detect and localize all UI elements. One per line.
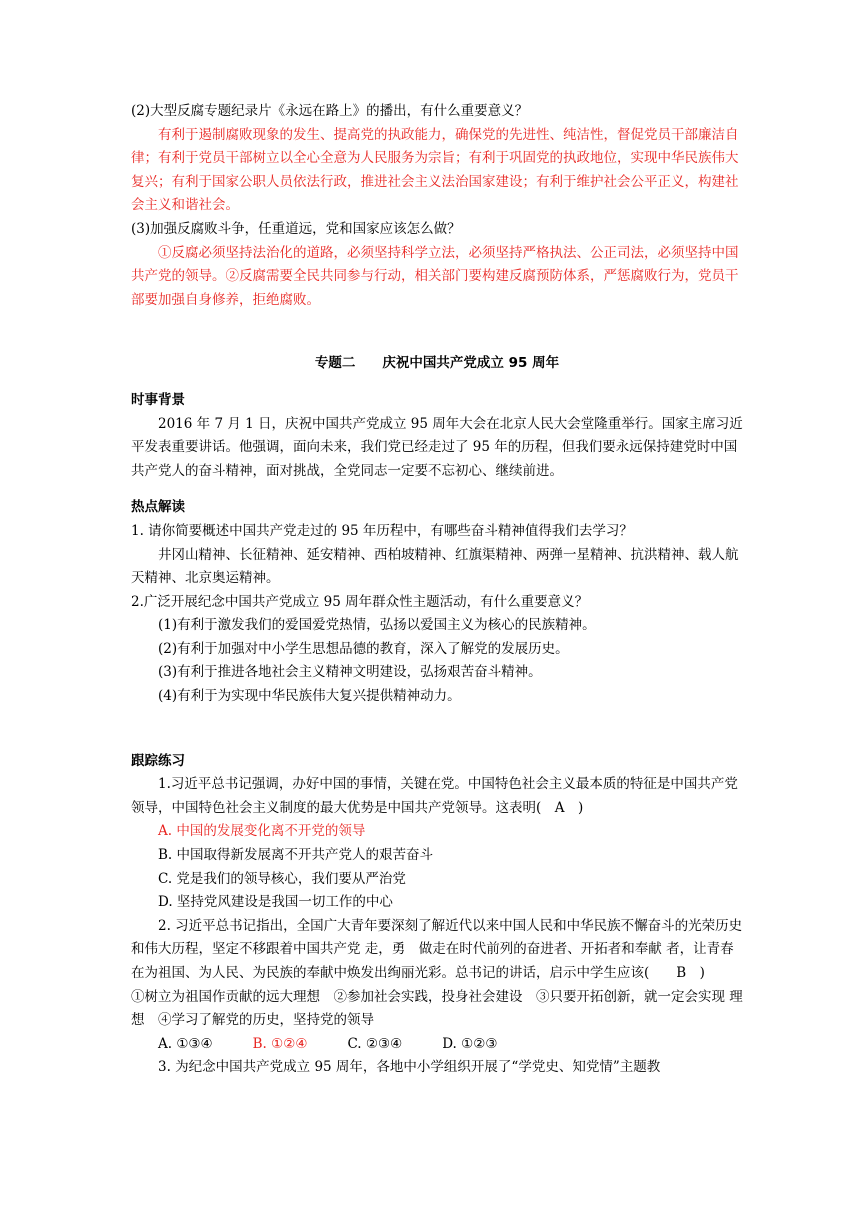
background-text: 2016 年 7 月 1 日，庆祝中国共产党成立 95 周年大会在北京人民大会堂隆重举行。国家主席习近平发表重要讲话。他强调，面向未来，我们党已经走过了 95 年的历程，但我们要永远保持建党时中国共产党人的奋斗精神，面对挑战，全党同志一定要不忘初心、继续前进。: [131, 415, 743, 479]
question-3: (3)加强反腐败斗争，任重道远，党和国家应该怎么做？: [131, 220, 461, 237]
hot-answer-2-item: (4)有利于为实现中华民族伟大复兴提供精神动力。: [158, 688, 461, 705]
exercise-2-option-c: C. ②③④: [347, 1035, 403, 1052]
exercise-1-option-b: B. 中国取得新发展离不开共产党人的艰苦奋斗: [158, 847, 434, 864]
hot-answer-1: 井冈山精神、长征精神、延安精神、西柏坡精神、红旗渠精神、两弹一星精神、抗洪精神、载人航天精神、北京奥运精神。: [131, 546, 739, 587]
question-2: (2)大型反腐专题纪录片《永远在路上》的播出，有什么重要意义？: [131, 103, 529, 119]
exercise-2-options: [131, 1033, 743, 1057]
exercise-1-stem: 1.习近平总书记强调，办好中国的事情，关键在党。中国特色社会主义最本质的特征是中国共产党领导，中国特色社会主义制度的最大优势是中国共产党领导。这表明( A ): [131, 776, 738, 816]
exercise-1-option-d: D. 坚持党风建设是我国一切工作的中心: [158, 894, 393, 911]
topic-title: 专题二 庆祝中国共产党成立 95 周年: [314, 355, 560, 372]
exercise-2-items: ①树立为祖国作贡献的远大理想 ②参加社会实践，投身社会建设 ③只要开拓创新，就一定会实现 理想 ④学习了解党的历史，坚持党的领导: [131, 988, 743, 1029]
exercise-1-option-a: A. 中国的发展变化离不开党的领导: [158, 823, 366, 840]
practice-heading: 跟踪练习: [131, 752, 185, 769]
hot-answer-2-item: (3)有利于推进各地社会主义精神文明建设，弘扬艰苦奋斗精神。: [158, 664, 542, 681]
hot-question-2: 2.广泛开展纪念中国共产党成立 95 周年群众性主题活动，有什么重要意义？: [131, 593, 589, 610]
exercise-1-option-c: C. 党是我们的领导核心，我们要从严治党: [158, 870, 406, 887]
background-heading: 时事背景: [131, 391, 185, 408]
exercise-2-option-d: D. ①②③: [442, 1035, 498, 1052]
answer-2: 有利于遏制腐败现象的发生、提高党的执政能力，确保党的先进性、纯洁性，督促党员干部廉洁自律；有利于党员干部树立以全心全意为人民服务为宗旨；有利于巩固党的执政地位，实现中华民族伟大复兴；有利于国家公职人员依法行政，推进社会主义法治国家建设；有利于维护社会公平正义，构建社会主义和谐社会。: [131, 126, 739, 214]
exercise-2-stem: 2. 习近平总书记指出，全国广大青年要深刻了解近代以来中国人民和中华民族不懈奋斗的光荣历史和伟大历程，坚定不移跟着中国共产党 走，勇 做走在时代前列的奋进者、开拓者和奉献 者，让青春在为祖国、为人民、为民族的奉献中焕发出绚丽光彩。总书记的讲话，启示中学生应该( B ): [131, 917, 743, 981]
hot-question-1: 1. 请你简要概述中国共产党走过的 95 年历程中，有哪些奋斗精神值得我们去学习？: [131, 522, 633, 539]
exercise-3-stem: 3. 为纪念中国共产党成立 95 周年，各地中小学组织开展了“学党史、知党情”主题教: [158, 1059, 661, 1076]
hot-topic-heading: 热点解读: [131, 499, 185, 516]
document-page: [131, 100, 743, 1080]
hot-answer-2-item: (1)有利于激发我们的爱国爱党热情，弘扬以爱国主义为核心的民族精神。: [158, 617, 596, 634]
hot-answer-2-item: (2)有利于加强对中小学生思想品德的教育，深入了解党的发展历史。: [158, 640, 569, 657]
exercise-2-option-a: A. ①③④: [158, 1035, 213, 1052]
answer-3: ①反腐必须坚持法治化的道路，必须坚持科学立法，必须坚持严格执法、公正司法，必须坚持中国共产党的领导。②反腐需要全民共同参与行动，相关部门要构建反腐预防体系，严惩腐败行为，党员干部要加强自身修养，拒绝腐败。: [131, 244, 739, 308]
exercise-2-option-b: B. ①②④: [252, 1035, 308, 1052]
